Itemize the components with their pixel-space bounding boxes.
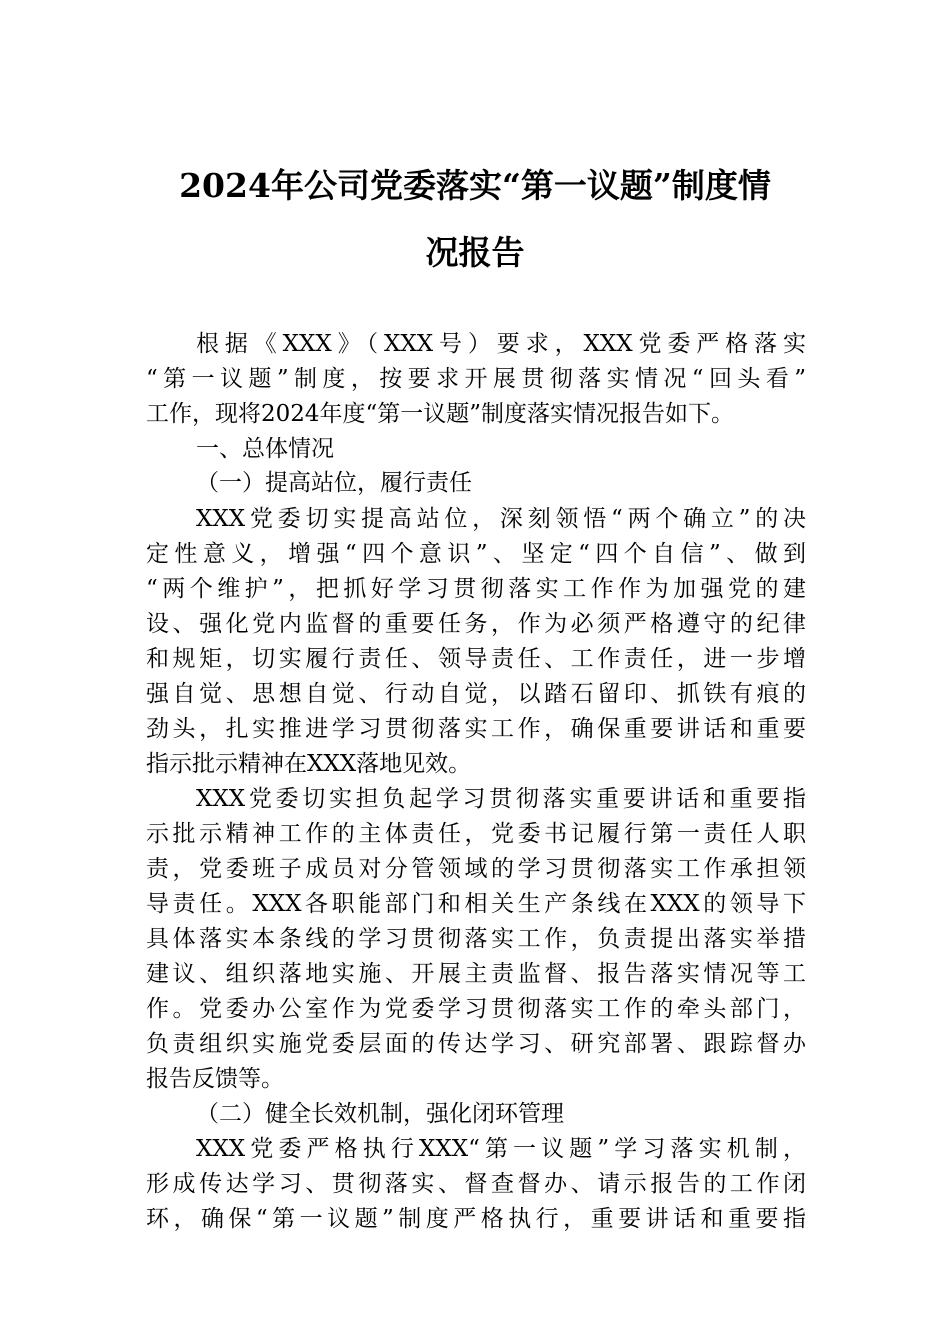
paragraph-2-line-9: 报告反馈等。 — [146, 1066, 284, 1092]
paragraph-2-line-2: 示批示精神工作的主体责任，党委书记履行第一责任人职 — [146, 821, 806, 847]
paragraph-1-line-6: 强自觉、思想自觉、行动自觉，以踏石留印、抓铁有痕的 — [146, 681, 806, 707]
paragraph-1-line-3: “两个维护”，把抓好学习贯彻落实工作作为加强党的建 — [146, 576, 806, 602]
paragraph-1-line-2: 定性意义，增强“四个意识”、坚定“四个自信”、做到 — [146, 541, 806, 567]
paragraph-2-line-5: 具体落实本条线的学习贯彻落实工作，负责提出落实举措 — [146, 926, 806, 952]
subsection-heading-2: （二）健全长效机制，强化闭环管理 — [196, 1101, 564, 1127]
intro-line-1: 根据《XXX》（XXX号）要求，XXX党委严格落实 — [196, 331, 806, 357]
paragraph-2-line-4: 导责任。XXX各职能部门和相关生产条线在XXX的领导下 — [146, 891, 806, 917]
document-title-line-1: 2024年公司党委落实“第一议题”制度情 — [179, 166, 771, 205]
paragraph-1-line-1: XXX党委切实提高站位，深刻领悟“两个确立”的决 — [196, 506, 806, 532]
paragraph-3-line-3: 环，确保“第一议题”制度严格执行，重要讲话和重要指 — [146, 1206, 806, 1232]
intro-line-3: 工作，现将2024年度“第一议题”制度落实情况报告如下。 — [146, 401, 735, 427]
section-heading-overview: 一、总体情况 — [196, 436, 334, 462]
subsection-heading-1: （一）提高站位，履行责任 — [196, 470, 472, 496]
paragraph-2-line-3: 责，党委班子成员对分管领域的学习贯彻落实工作承担领 — [146, 856, 806, 882]
document-title-line-2: 况报告 — [425, 233, 525, 272]
paragraph-2-line-7: 作。党委办公室作为党委学习贯彻落实工作的牵头部门， — [146, 996, 806, 1022]
paragraph-3-line-2: 形成传达学习、贯彻落实、督查督办、请示报告的工作闭 — [146, 1171, 806, 1197]
paragraph-1-line-7: 劲头，扎实推进学习贯彻落实工作，确保重要讲话和重要 — [146, 716, 806, 742]
paragraph-3-line-1: XXX党委严格执行XXX“第一议题”学习落实机制， — [196, 1136, 806, 1162]
paragraph-1-line-4: 设、强化党内监督的重要任务，作为必须严格遵守的纪律 — [146, 611, 806, 637]
intro-line-2: “第一议题”制度，按要求开展贯彻落实情况“回头看” — [146, 366, 806, 392]
paragraph-1-line-5: 和规矩，切实履行责任、领导责任、工作责任，进一步增 — [146, 646, 806, 672]
paragraph-2-line-1: XXX党委切实担负起学习贯彻落实重要讲话和重要指 — [196, 786, 806, 812]
paragraph-1-line-8: 指示批示精神在XXX落地见效。 — [146, 751, 472, 777]
paragraph-2-line-8: 负责组织实施党委层面的传达学习、研究部署、跟踪督办 — [146, 1031, 806, 1057]
paragraph-2-line-6: 建议、组织落地实施、开展主责监督、报告落实情况等工 — [146, 961, 806, 987]
